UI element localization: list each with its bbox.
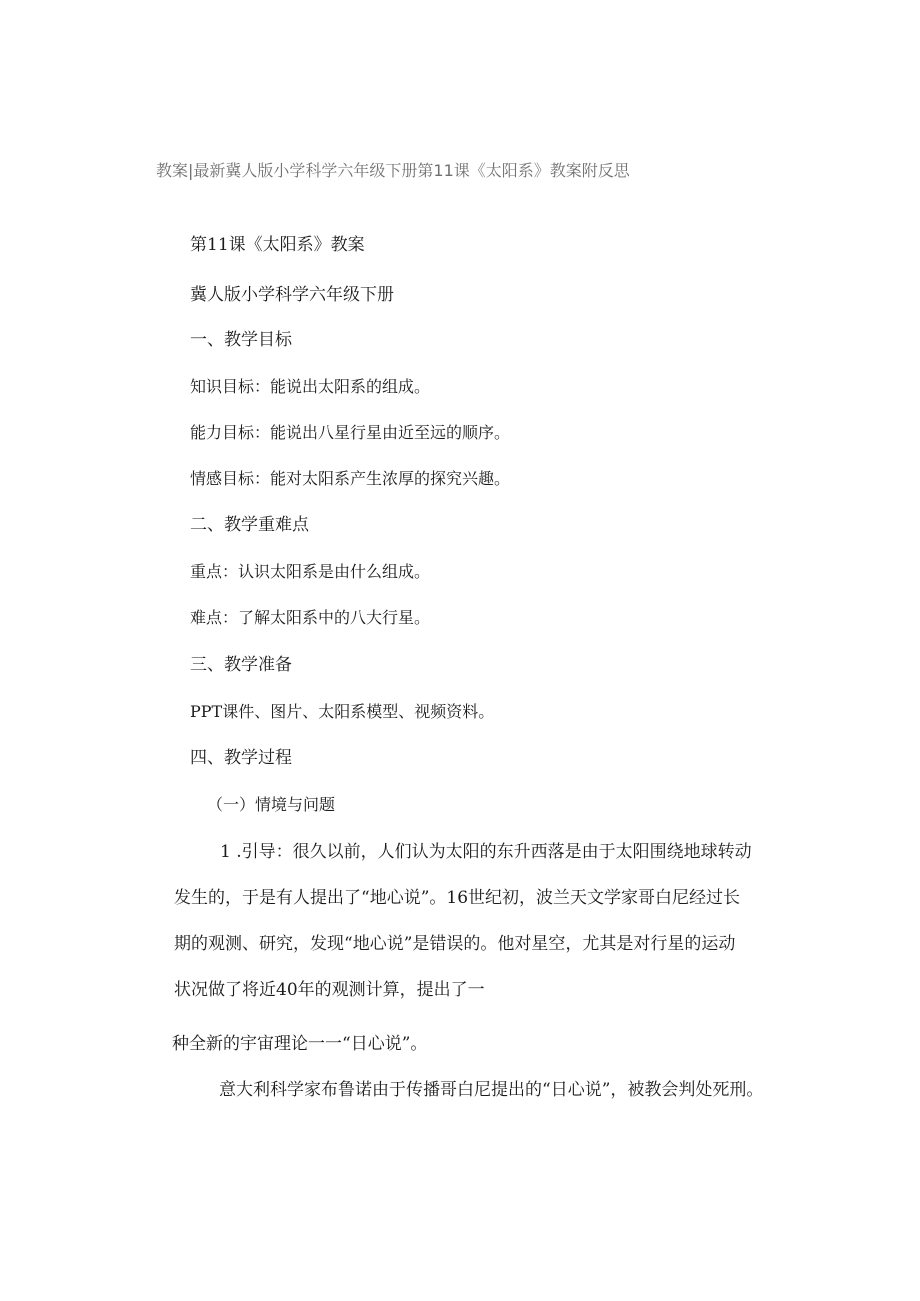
key-point-difficulty: 难点：了解太阳系中的八大行星。 — [190, 608, 431, 627]
key-point-focus: 重点：认识太阳系是由什么组成。 — [190, 562, 431, 581]
textbook-subtitle: 冀人版小学科学六年级下册 — [190, 285, 394, 305]
subsection-heading-situation: （一）情境与问题 — [207, 795, 336, 814]
lesson-title: 第11课《太阳系》教案 — [190, 235, 365, 255]
paragraph-line: 发生的，于是有人提出了“地心说”。16世纪初，波兰天文学家哥白尼经过长 — [174, 888, 741, 908]
paragraph-line: 状况做了将近40年的观测计算，提出了一 — [174, 980, 485, 1000]
paragraph-line: 1 .引导：很久以前，人们认为太阳的东升西落是由于太阳围绕地球转动 — [220, 842, 752, 862]
section-heading-goals: 一、教学目标 — [190, 330, 292, 350]
document-title: 教案|最新冀人版小学科学六年级下册第11课《太阳系》教案附反思 — [156, 161, 630, 180]
goal-ability: 能力目标：能说出八星行星由近至远的顺序。 — [190, 423, 511, 442]
section-heading-key-points: 二、教学重难点 — [190, 515, 309, 535]
paragraph-line: 期的观测、研究，发现“地心说”是错误的。他对星空，尤其是对行星的运动 — [174, 934, 736, 954]
preparation-materials: PPT课件、图片、太阳系模型、视频资料。 — [190, 702, 495, 721]
goal-knowledge: 知识目标：能说出太阳系的组成。 — [190, 377, 431, 396]
section-heading-preparation: 三、教学准备 — [190, 655, 292, 675]
goal-emotion: 情感目标：能对太阳系产生浓厚的探究兴趣。 — [190, 469, 511, 488]
paragraph-line: 种全新的宇宙理论一一“日心说”。 — [172, 1034, 428, 1054]
paragraph-bruno: 意大利科学家布鲁诺由于传播哥白尼提出的“日心说”，被教会判处死刑。 — [219, 1080, 764, 1100]
section-heading-process: 四、教学过程 — [190, 748, 292, 768]
